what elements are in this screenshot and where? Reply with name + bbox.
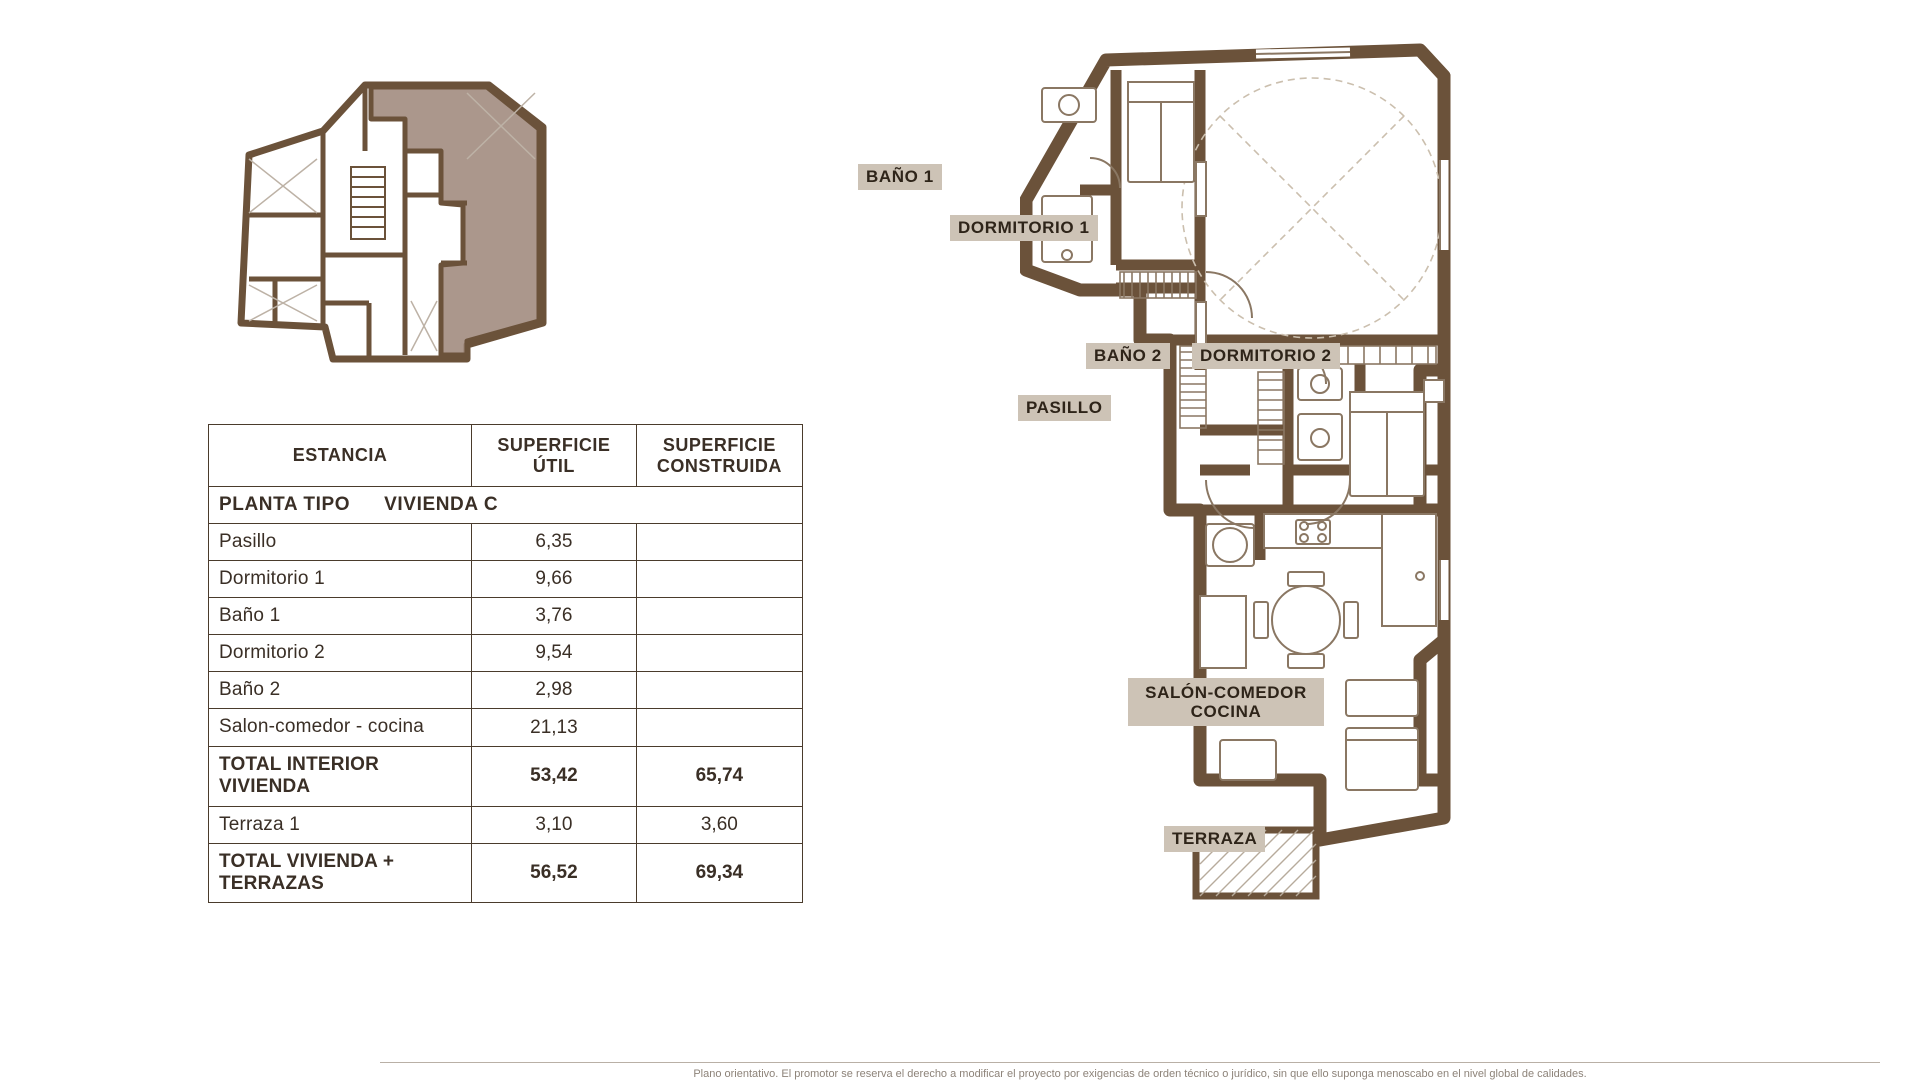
room-label-salon-comedor-cocina (1128, 678, 1324, 726)
total-interior-label: TOTAL INTERIOR VIVIENDA (209, 746, 472, 806)
total-general-construida: 69,34 (636, 843, 802, 903)
areas-table-container (208, 424, 803, 903)
row-util: 21,13 (472, 709, 637, 746)
table-row (209, 672, 803, 709)
table-section-row (209, 487, 803, 524)
section-label: PLANTA TIPO (219, 494, 351, 516)
unit-floor-plan (866, 40, 1780, 1040)
row-construida (636, 524, 802, 561)
areas-table (208, 424, 803, 903)
header-superficie-util-line1: SUPERFICIE (497, 435, 611, 455)
table-header-row (209, 425, 803, 487)
room-label-bano-1: BAÑO 1 (858, 164, 942, 190)
row-room-name: Baño 1 (209, 598, 472, 635)
section-cell (209, 487, 803, 524)
header-superficie-util (472, 425, 637, 487)
footer-divider (380, 1062, 1880, 1063)
row-room-name: Baño 2 (209, 672, 472, 709)
table-row (209, 524, 803, 561)
cocina-line2: COCINA (1190, 702, 1262, 722)
row-room-name: Dormitorio 1 (209, 561, 472, 598)
total-interior-construida: 65,74 (636, 746, 802, 806)
ceiling-detail (1182, 78, 1442, 338)
header-estancia (209, 425, 472, 487)
row-util: 3,10 (472, 806, 637, 843)
key-plan-thumbnail (205, 55, 635, 415)
room-label-pasillo: PASILLO (1018, 395, 1111, 421)
room-label-dormitorio-2: DORMITORIO 2 (1192, 343, 1340, 369)
header-estancia-text: ESTANCIA (292, 445, 388, 466)
furniture-bathroom-2 (1298, 368, 1342, 460)
section-unit: VIVIENDA C (384, 494, 499, 516)
header-superficie-construida-line1: SUPERFICIE (662, 435, 776, 455)
table-total-interior-row (209, 746, 803, 806)
row-room-name: Terraza 1 (209, 806, 472, 843)
row-construida (636, 709, 802, 746)
row-room-name: Salon-comedor - cocina (209, 709, 472, 746)
row-construida: 3,60 (636, 806, 802, 843)
row-util: 9,54 (472, 635, 637, 672)
row-util: 6,35 (472, 524, 637, 561)
row-construida (636, 561, 802, 598)
table-row (209, 635, 803, 672)
table-row (209, 598, 803, 635)
table-row (209, 561, 803, 598)
footer-disclaimer: Plano orientativo. El promotor se reserva el derecho a modificar el proyecto por exigencias de orden técnico o jurídico, sin que ello suponga menoscabo en el nivel global de calidades. (693, 1068, 1587, 1080)
table-row (209, 709, 803, 746)
header-superficie-construida (636, 425, 802, 487)
table-row (209, 806, 803, 843)
row-util: 3,76 (472, 598, 637, 635)
total-general-util: 56,52 (472, 843, 637, 903)
room-label-bano-2: BAÑO 2 (1086, 343, 1170, 369)
header-superficie-construida-line2: CONSTRUIDA (656, 455, 782, 476)
row-construida (636, 672, 802, 709)
furniture-bed-dormitorio-1 (1128, 82, 1194, 182)
row-construida (636, 598, 802, 635)
areas-table-head (209, 425, 803, 487)
areas-table-body (209, 487, 803, 903)
row-util: 2,98 (472, 672, 637, 709)
row-room-name: Dormitorio 2 (209, 635, 472, 672)
row-room-name: Pasillo (209, 524, 472, 561)
room-label-terraza: TERRAZA (1164, 826, 1265, 852)
row-construida (636, 635, 802, 672)
row-util: 9,66 (472, 561, 637, 598)
header-superficie-util-line2: ÚTIL (532, 455, 575, 476)
total-interior-util: 53,42 (472, 746, 637, 806)
furniture-bed-dormitorio-2 (1350, 380, 1444, 496)
room-label-dormitorio-1: DORMITORIO 1 (950, 215, 1098, 241)
table-total-general-row (209, 843, 803, 903)
salon-comedor-line1: SALÓN-COMEDOR (1145, 683, 1307, 702)
total-general-label: TOTAL VIVIENDA + TERRAZAS (209, 843, 472, 903)
furniture-dining-set (1254, 572, 1358, 668)
